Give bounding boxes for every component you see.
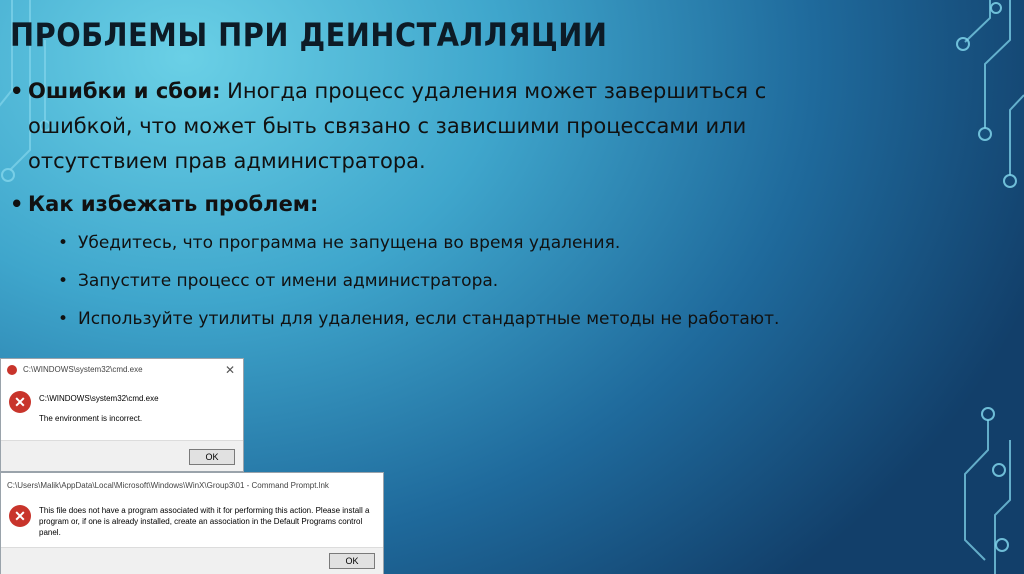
close-icon[interactable]: ✕ xyxy=(224,363,235,377)
error-dialog-shortcut xyxy=(0,472,384,574)
avoid-sublist xyxy=(58,232,790,330)
bullet-errors-lead: Ошибки и сбои: xyxy=(28,79,221,103)
list-item: • Используйте утилиты для удаления, если стандартные методы не работают. xyxy=(58,308,790,330)
ok-button[interactable]: OK xyxy=(329,553,375,569)
bullet-avoid-lead: Как избежать проблем: xyxy=(28,192,319,216)
bullet-errors xyxy=(10,74,790,179)
list-item: • Убедитесь, что программа не запущена во время удаления. xyxy=(58,232,790,254)
error-dialog-cmd xyxy=(0,358,244,472)
ok-button[interactable]: OK xyxy=(189,449,235,465)
bullet-errors-text: Иногда процесс удаления может завершиться с ошибкой, что может быть связано с зависшими процессами или отсутствием прав администратора. xyxy=(28,79,767,173)
dialog-footer xyxy=(1,440,243,471)
list-item: • Запустите процесс от имени администратора. xyxy=(58,270,790,292)
dialog-titlebar xyxy=(1,473,383,499)
dialog-body xyxy=(1,381,243,471)
dialog-message: This file does not have a program associated with it for performing this action. Please install a program or, if one is already installed, create an association in the Default Programs control panel. xyxy=(39,506,370,537)
dialog-heading: C:\WINDOWS\system32\cmd.exe xyxy=(39,394,159,403)
dialog-title: C:\Users\Malik\AppData\Local\Microsoft\Windows\WinX\Group3\01 - Command Prompt.lnk xyxy=(7,481,329,490)
error-icon: ✕ xyxy=(9,505,31,527)
dialog-message: The environment is incorrect. xyxy=(39,414,143,423)
error-icon: ✕ xyxy=(9,391,31,413)
bullet-list xyxy=(10,74,790,346)
bullet-avoid xyxy=(10,187,790,330)
dialog-title: C:\WINDOWS\system32\cmd.exe xyxy=(23,365,143,374)
error-icon xyxy=(7,365,17,375)
slide-title: ПРОБЛЕМЫ ПРИ ДЕИНСТАЛЛЯЦИИ xyxy=(10,16,608,54)
dialog-titlebar xyxy=(1,359,243,381)
dialog-body xyxy=(1,499,383,574)
dialog-footer xyxy=(1,547,383,574)
